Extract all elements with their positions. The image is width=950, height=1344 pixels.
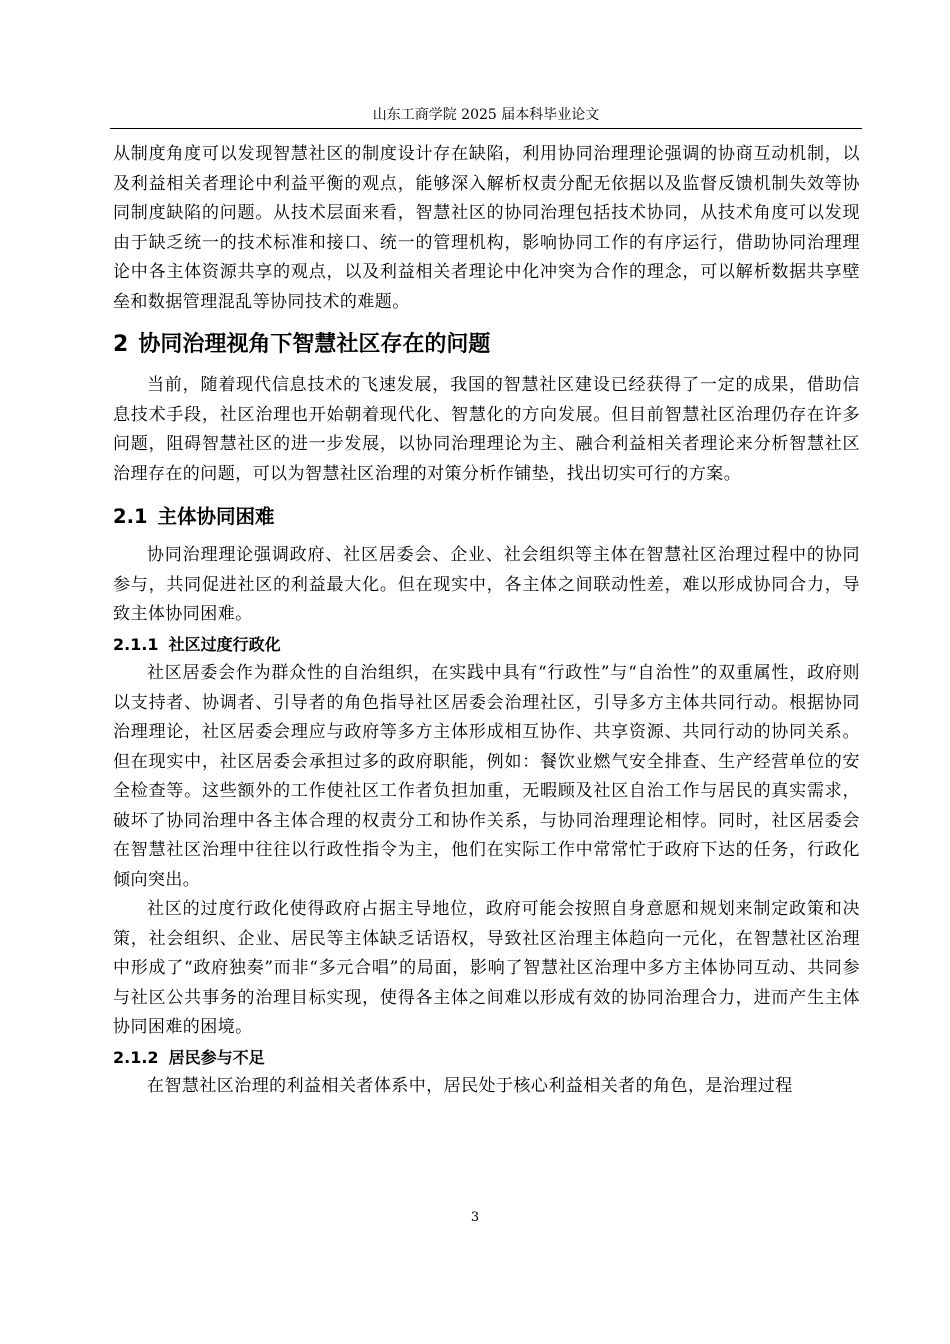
subsubsection-heading-2-1-2 <box>113 1043 860 1073</box>
subsubsection-title: 社区过度行政化 <box>168 634 281 654</box>
section-number: 2 <box>113 332 129 357</box>
subsubsection-title: 居民参与不足 <box>168 1047 265 1067</box>
subsubsection-number: 2.1.1 <box>113 634 159 654</box>
paragraph-2-1-1-b: 社区的过度行政化使得政府占据主导地位，政府可能会按照自身意愿和规划来制定政策和决策，社会组织、企业、居民等主体缺乏话语权，导致社区治理主体趋向一元化，在智慧社区治理中形成了“政府独奏”而非“多元合唱”的局面，影响了智慧社区治理中多方主体协同互动、共同参与社区公共事务的治理目标实现，使得各主体之间难以形成有效的协同治理合力，进而产生主体协同困难的困境。 <box>113 899 860 1037</box>
subsection-title: 主体协同困难 <box>157 505 275 528</box>
header-rule <box>110 128 862 129</box>
paragraph-2-1-1-a: 社区居委会作为群众性的自治组织，在实践中具有“行政性”与“自治性”的双重属性，政府则以支持者、协调者、引导者的角色指导社区居委会治理社区，引导多方主体共同行动。根据协同治理理论，社区居委会理应与政府等多方主体形成相互协作、共享资源、共同行动的协同关系。但在现实中，社区居委会承担过多的政府职能，例如：餐饮业燃气安全排查、生产经营单位的安全检查等。这些额外的工作使社区工作者负担加重，无暇顾及社区自治工作与居民的真实需求，破坏了协同治理中各主体合理的权责分工和协作关系，与协同治理理论相悖。同时，社区居委会在智慧社区治理中往往以行政性指令为主，他们在实际工作中常常忙于政府下达的任务，行政化倾向突出。 <box>113 663 860 890</box>
page-body <box>113 140 860 1102</box>
section-title: 协同治理视角下智慧社区存在的问题 <box>138 332 491 357</box>
page-header: 山东工商学院 2025 届本科毕业论文 <box>372 107 600 123</box>
paragraph-continued: 从制度角度可以发现智慧社区的制度设计存在缺陷，利用协同治理理论强调的协商互动机制，以及利益相关者理论中利益平衡的观点，能够深入解析权责分配无依据以及监督反馈机制失效等协同制度缺陷的问题。从技术层面来看，智慧社区的协同治理包括技术协同，从技术角度可以发现由于缺乏统一的技术标准和接口、统一的管理机构，影响协同工作的有序运行，借助协同治理理论中各主体资源共享的观点，以及利益相关者理论中化冲突为合作的理念，可以解析数据共享壁垒和数据管理混乱等协同技术的难题。 <box>113 144 860 312</box>
paragraph-intro: 当前，随着现代信息技术的飞速发展，我国的智慧社区建设已经获得了一定的成果，借助信息技术手段，社区治理也开始朝着现代化、智慧化的方向发展。但目前智慧社区治理仍存在许多问题，阻碍智慧社区的进一步发展，以协同治理理论为主、融合利益相关者理论来分析智慧社区治理存在的问题，可以为智慧社区治理的对策分析作铺垫，找出切实可行的方案。 <box>113 375 860 484</box>
paragraph-2-1-2: 在智慧社区治理的利益相关者体系中，居民处于核心利益相关者的角色，是治理过程 <box>147 1076 793 1096</box>
section-heading-2 <box>113 327 860 363</box>
subsection-heading-2-1 <box>113 501 860 533</box>
subsection-number: 2.1 <box>113 505 148 528</box>
subsubsection-number: 2.1.2 <box>113 1047 159 1067</box>
paragraph-2-1: 协同治理理论强调政府、社区居委会、企业、社会组织等主体在智慧社区治理过程中的协同参与，共同促进社区的利益最大化。但在现实中，各主体之间联动性差，难以形成协同合力，导致主体协同困难。 <box>113 545 860 624</box>
subsubsection-heading-2-1-1 <box>113 630 860 660</box>
page-number: 3 <box>470 1210 480 1225</box>
